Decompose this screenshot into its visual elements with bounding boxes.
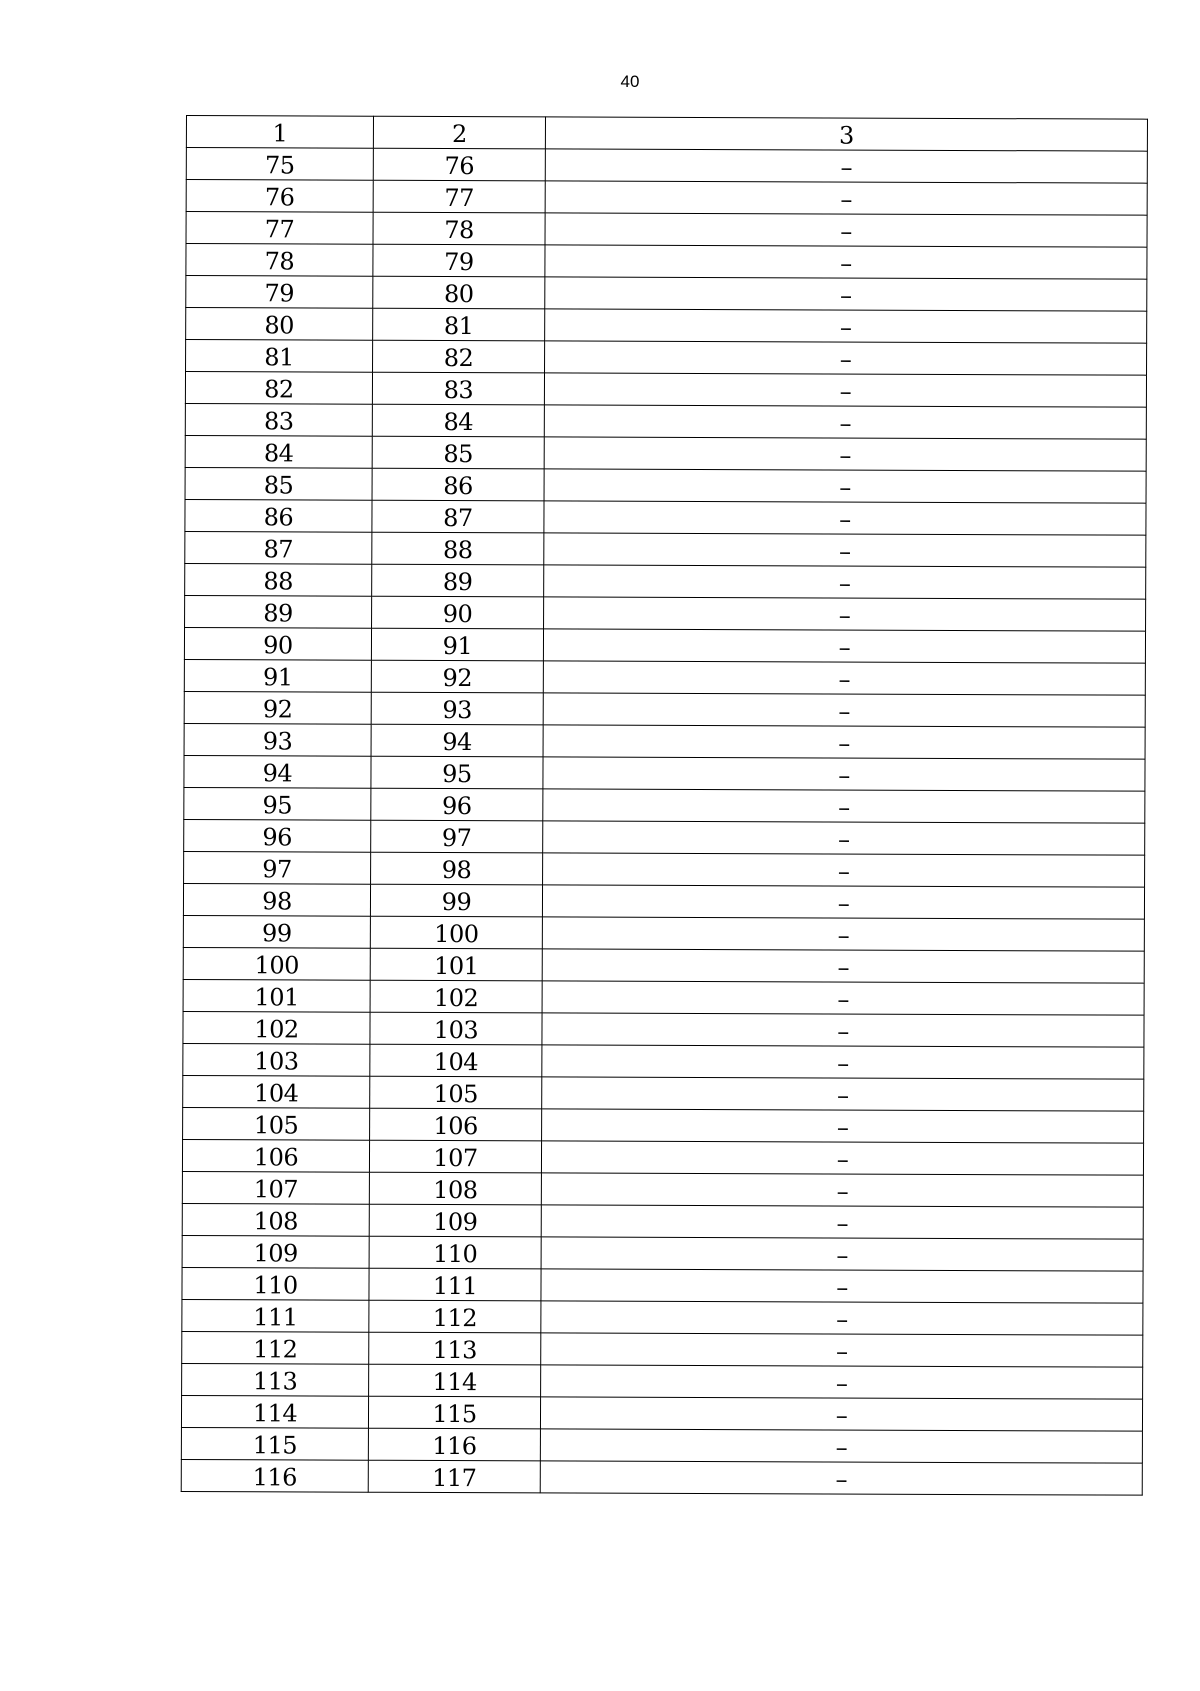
table-cell-col-2: 116 [368,1428,540,1461]
table-cell-col-3: – [545,213,1147,247]
table-row [184,787,1145,823]
table-row [185,372,1146,408]
table-cell-col-2: 113 [369,1332,541,1365]
table-cell-col-3: – [542,981,1144,1015]
table-row [184,755,1145,791]
table-cell-col-1: 110 [182,1267,369,1300]
table-cell-col-2: 105 [370,1076,542,1109]
table-cell-col-2: 90 [372,596,544,629]
table-row [182,1363,1143,1399]
table-cell-col-2: 117 [368,1460,540,1493]
table-row [182,1331,1143,1367]
table-cell-col-2: 76 [373,148,545,181]
table-row [184,819,1145,855]
table-cell-col-1: 81 [186,340,373,373]
table-cell-col-3: – [544,405,1146,439]
table-cell-col-3: – [542,1109,1144,1143]
table-cell-col-3: – [542,1077,1144,1111]
table-cell-col-3: – [540,1429,1142,1463]
table-cell-col-1: 108 [182,1203,369,1236]
table-cell-col-1: 87 [185,531,372,564]
table-cell-col-2: 101 [370,948,542,981]
table-cell-col-3: – [544,437,1146,471]
table-cell-col-3: – [544,373,1146,407]
table-row [183,915,1144,951]
table-row [182,1235,1143,1271]
table-body [181,148,1147,1496]
table-cell-col-3: – [543,757,1145,791]
table-cell-col-1: 79 [186,276,373,309]
table-row [186,308,1147,344]
table-cell-col-2: 110 [369,1236,541,1269]
table-row [181,1395,1142,1431]
table-row [183,947,1144,983]
table-cell-col-1: 90 [184,627,371,660]
table-row [184,627,1145,663]
table-cell-col-2: 92 [371,660,543,693]
table-cell-col-2: 112 [369,1300,541,1333]
table-cell-col-1: 75 [186,148,373,181]
table-row [185,435,1146,471]
table-cell-col-3: – [542,885,1144,919]
table-cell-col-1: 106 [182,1139,369,1172]
table-cell-col-1: 105 [183,1107,370,1140]
table-cell-col-1: 89 [185,595,372,628]
table-cell-col-2: 81 [373,308,545,341]
table-cell-col-3: – [542,1013,1144,1047]
table-cell-col-2: 80 [373,276,545,309]
table-row [185,499,1146,535]
table-cell-col-3: – [541,1205,1143,1239]
table-cell-col-2: 88 [372,532,544,565]
table-cell-col-1: 102 [183,1011,370,1044]
table-cell-col-3: – [543,661,1145,695]
table-row [182,1299,1143,1335]
table-cell-col-1: 103 [183,1043,370,1076]
table-cell-col-3: – [541,1237,1143,1271]
table-cell-col-2: 82 [373,340,545,373]
table-cell-col-1: 82 [185,372,372,405]
table-cell-col-3: – [541,1333,1143,1367]
table-cell-col-3: – [543,725,1145,759]
table-cell-col-2: 106 [370,1108,542,1141]
table-cell-col-2: 115 [368,1396,540,1429]
table-cell-col-2: 86 [372,468,544,501]
table-row [184,851,1145,887]
table-row [185,563,1146,599]
table-row [186,148,1147,184]
table-cell-col-1: 98 [183,883,370,916]
table-cell-col-2: 94 [371,724,543,757]
table-cell-col-3: – [545,341,1147,375]
table-cell-col-1: 97 [184,851,371,884]
table-row [183,979,1144,1015]
table-cell-col-3: – [545,149,1147,183]
table-cell-col-2: 84 [372,404,544,437]
table-row [182,1203,1143,1239]
table-cell-col-1: 83 [185,403,372,436]
table-cell-col-2: 89 [372,564,544,597]
table-cell-col-2: 103 [370,1012,542,1045]
table-cell-col-3: – [541,1173,1143,1207]
table-cell-col-1: 91 [184,659,371,692]
table-cell-col-2: 96 [371,788,543,821]
table-cell-col-1: 99 [183,915,370,948]
table-cell-col-3: – [542,949,1144,983]
table-cell-col-2: 114 [369,1364,541,1397]
table-cell-col-3: – [545,309,1147,343]
table-cell-col-3: – [543,693,1145,727]
table-cell-col-3: – [544,501,1146,535]
table-cell-col-3: – [545,245,1147,279]
table-cell-col-2: 93 [371,692,543,725]
table-cell-col-2: 111 [369,1268,541,1301]
column-header-3: 3 [545,117,1147,151]
table-cell-col-3: – [544,597,1146,631]
table-cell-col-2: 95 [371,756,543,789]
table-cell-col-1: 85 [185,467,372,500]
table-cell-col-1: 116 [181,1459,368,1492]
table-cell-col-3: – [543,853,1145,887]
table-cell-col-3: – [541,1301,1143,1335]
table-row [184,691,1145,727]
table-cell-col-3: – [543,629,1145,663]
table-cell-col-1: 104 [183,1075,370,1108]
table-cell-col-1: 107 [182,1171,369,1204]
table-cell-col-2: 104 [370,1044,542,1077]
table-cell-col-2: 87 [372,500,544,533]
data-table [181,115,1148,1496]
table-row [186,340,1147,376]
table-cell-col-1: 95 [184,787,371,820]
table-cell-col-2: 98 [371,852,543,885]
table-cell-col-1: 94 [184,755,371,788]
table-row [184,723,1145,759]
table-cell-col-2: 100 [370,916,542,949]
table-row [183,1075,1144,1111]
table-row [186,180,1147,216]
table-row [185,467,1146,503]
table-cell-col-1: 84 [185,435,372,468]
table-cell-col-2: 85 [372,436,544,469]
table-cell-col-2: 79 [373,244,545,277]
table-row [182,1267,1143,1303]
table-row [185,531,1146,567]
table-cell-col-2: 83 [372,372,544,405]
table-cell-col-1: 76 [186,180,373,213]
table-row [181,1427,1142,1463]
table-cell-col-3: – [542,917,1144,951]
table-cell-col-2: 77 [373,180,545,213]
table-cell-col-3: – [545,181,1147,215]
table-cell-col-2: 102 [370,980,542,1013]
table-row [185,403,1146,439]
table-cell-col-3: – [544,565,1146,599]
table-cell-col-3: – [541,1269,1143,1303]
table-row [185,595,1146,631]
table-cell-col-2: 99 [370,884,542,917]
table-cell-col-2: 109 [369,1204,541,1237]
table-cell-col-1: 77 [186,212,373,245]
table-cell-col-1: 78 [186,244,373,277]
table-cell-col-3: – [544,469,1146,503]
table-cell-col-2: 107 [369,1140,541,1173]
table-cell-col-1: 96 [184,819,371,852]
table-row [183,883,1144,919]
table-cell-col-2: 91 [371,628,543,661]
table-cell-col-1: 113 [182,1363,369,1396]
table-cell-col-1: 100 [183,947,370,980]
table-cell-col-3: – [543,821,1145,855]
table-cell-col-1: 109 [182,1235,369,1268]
table-cell-col-1: 92 [184,691,371,724]
table-cell-col-1: 80 [186,308,373,341]
table-cell-col-1: 115 [181,1427,368,1460]
table-row [184,659,1145,695]
table-row [186,212,1147,248]
table-cell-col-3: – [540,1461,1142,1495]
table-row [181,1459,1142,1495]
table-cell-col-2: 97 [371,820,543,853]
table-cell-col-3: – [545,277,1147,311]
table-row [186,276,1147,312]
table-row [182,1171,1143,1207]
table-cell-col-3: – [543,789,1145,823]
table-cell-col-1: 88 [185,563,372,596]
table-cell-col-3: – [541,1365,1143,1399]
table-cell-col-3: – [541,1141,1143,1175]
table-cell-col-2: 78 [373,212,545,245]
table-cell-col-1: 111 [182,1299,369,1332]
table-cell-col-3: – [544,533,1146,567]
table-row [182,1139,1143,1175]
table-row [186,244,1147,280]
table-row [183,1107,1144,1143]
table-cell-col-3: – [540,1397,1142,1431]
table-cell-col-1: 101 [183,979,370,1012]
table-cell-col-1: 112 [182,1331,369,1364]
table-cell-col-2: 108 [369,1172,541,1205]
table-cell-col-1: 86 [185,499,372,532]
table-row [183,1043,1144,1079]
table-cell-col-1: 114 [181,1395,368,1428]
column-header-2: 2 [373,116,545,149]
table-cell-col-1: 93 [184,723,371,756]
table-header-row [186,116,1147,152]
page-number: 40 [620,72,640,91]
column-header-1: 1 [186,116,373,149]
table-cell-col-3: – [542,1045,1144,1079]
table-row [183,1011,1144,1047]
